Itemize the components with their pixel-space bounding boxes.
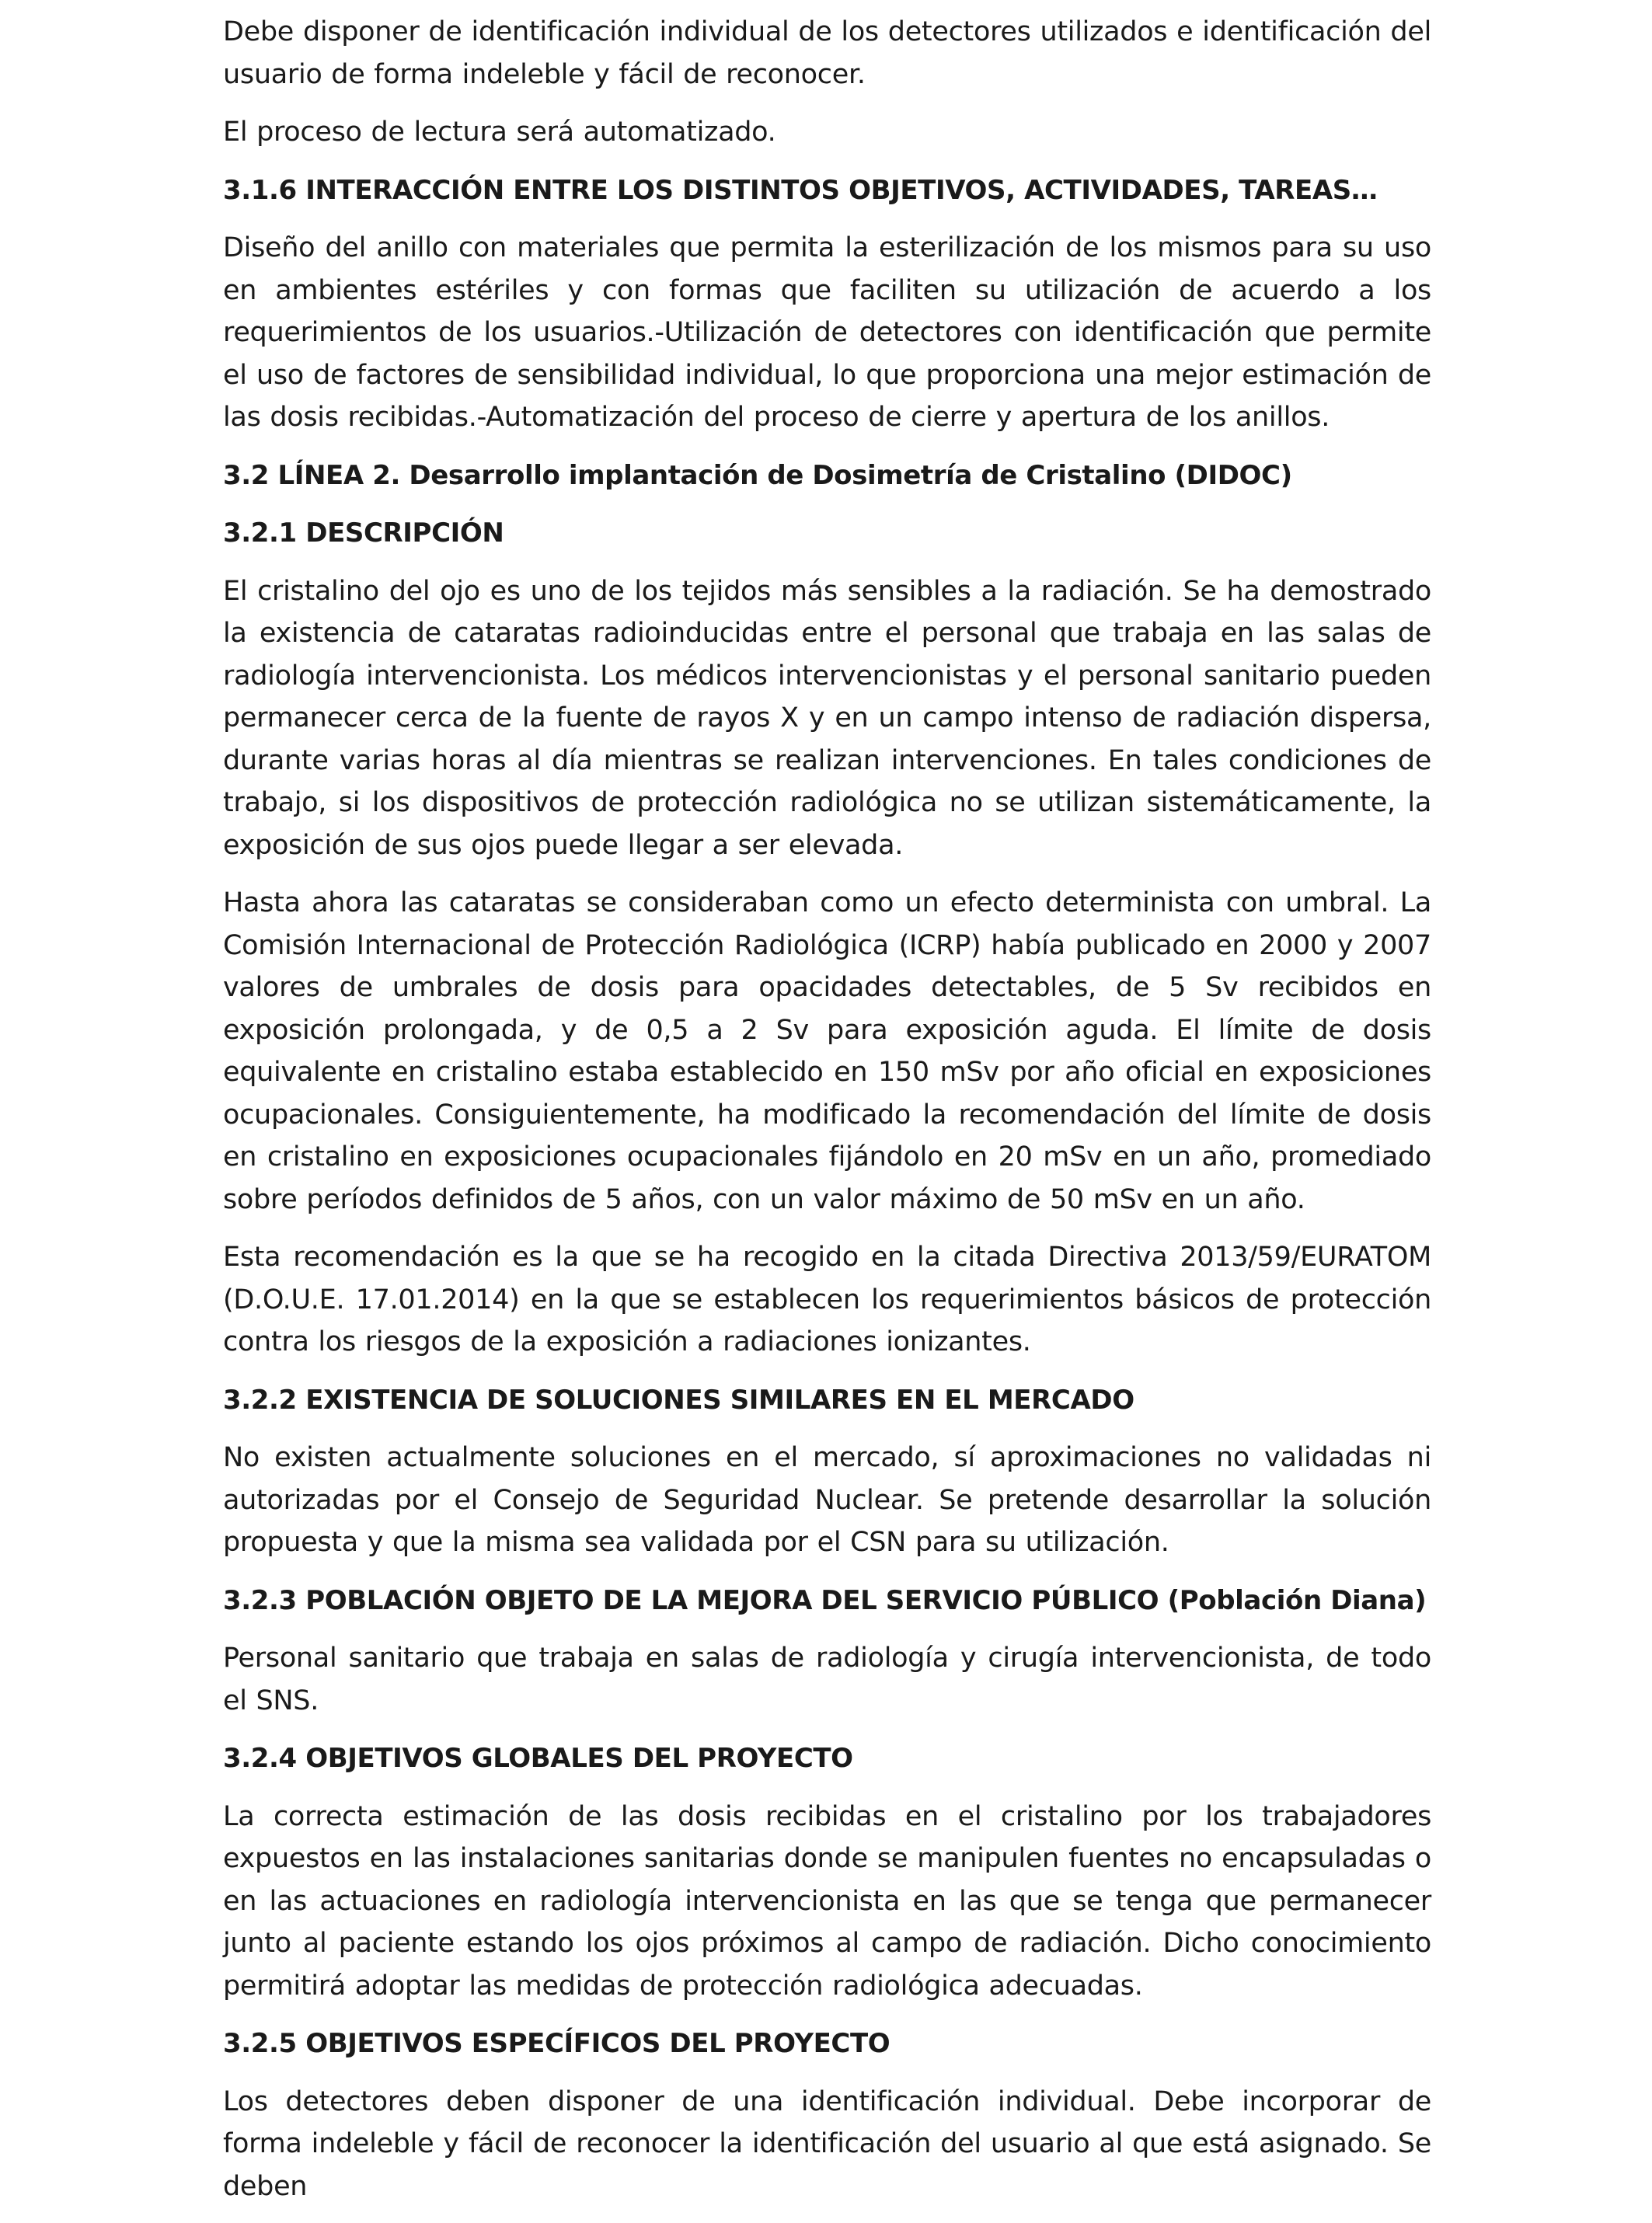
paragraph-euratom-directive: Esta recomendación es la que se ha recogido en la citada Directiva 2013/59/EURATOM (D.O.U.E. 17.01.2014) en la que se establecen los requerimientos básicos de protección contra los riesgos de la exposición a radiaciones ionizantes. [223, 1242, 1431, 1357]
paragraph-automated-reading: El proceso de lectura será automatizado. [223, 117, 776, 148]
paragraph-detector-identification: Debe disponer de identificación individual de los detectores utilizados e identificación del usuario de forma indeleble y fácil de reconocer. [223, 16, 1431, 90]
paragraph-health-personnel: Personal sanitario que trabaja en salas de radiología y cirugía intervencionista, de todo el SNS. [223, 1643, 1431, 1716]
heading-3-2-1-description: 3.2.1 DESCRIPCIÓN [223, 517, 504, 549]
heading-3-2-5-specific-objectives: 3.2.5 OBJETIVOS ESPECÍFICOS DEL PROYECTO [223, 2028, 890, 2059]
heading-3-2-2-market-solutions: 3.2.2 EXISTENCIA DE SOLUCIONES SIMILARES EN EL MERCADO [223, 1384, 1134, 1416]
heading-3-2-4-global-objectives: 3.2.4 OBJETIVOS GLOBALES DEL PROYECTO [223, 1743, 853, 1774]
document-page [223, 11, 1431, 2223]
heading-3-2-line-2: 3.2 LÍNEA 2. Desarrollo implantación de Dosimetría de Cristalino (DIDOC) [223, 459, 1292, 491]
heading-3-1-6: 3.1.6 INTERACCIÓN ENTRE LOS DISTINTOS OBJETIVOS, ACTIVIDADES, TAREAS… [223, 174, 1378, 206]
paragraph-individual-identification: Los detectores deben disponer de una identificación individual. Debe incorporar de forma indeleble y fácil de reconocer la identificación del usuario al que está asignado. Se deben [223, 2085, 1431, 2202]
paragraph-dose-estimation: La correcta estimación de las dosis recibidas en el cristalino por los trabajadores expuestos en las instalaciones sanitarias donde se manipulen fuentes no encapsuladas o en las actuaciones en radiología intervencionista en las que se tenga que permanecer junto al paciente estando los ojos próximos al campo de radiación. Dicho conocimiento permitirá adoptar las medidas de protección radiológica adecuadas. [223, 1800, 1431, 2002]
paragraph-crystalline-lens: El cristalino del ojo es uno de los tejidos más sensibles a la radiación. Se ha demostrado la existencia de cataratas radioinducidas entre el personal que trabaja en las salas de radiología intervencionista. Los médicos intervencionistas y el personal sanitario pueden permanecer cerca de la fuente de rayos X y en un campo intenso de radiación dispersa, durante varias horas al día mientras se realizan intervenciones. En tales condiciones de trabajo, si los dispositivos de protección radiológica no se utilizan sistemáticamente, la exposición de sus ojos puede llegar a ser elevada. [223, 575, 1431, 861]
paragraph-cataract-thresholds: Hasta ahora las cataratas se consideraban como un efecto determinista con umbral. La Comisión Internacional de Protección Radiológica (ICRP) había publicado en 2000 y 2007 valores de umbrales de dosis para opacidades detectables, de 5 Sv recibidos en exposición prolongada, y de 0,5 a 2 Sv para exposición aguda. El límite de dosis equivalente en cristalino estaba establecido en 150 mSv por año oficial en exposiciones ocupacionales. Consiguientemente, ha modificado la recomendación del límite de dosis en cristalino en exposiciones ocupacionales fijándolo en 20 mSv en un año, promediado sobre períodos definidos de 5 años, con un valor máximo de 50 mSv en un año. [223, 887, 1431, 1215]
paragraph-no-existing-solutions: No existen actualmente soluciones en el mercado, sí aproximaciones no validadas ni autorizadas por el Consejo de Seguridad Nuclear. Se pretende desarrollar la solución propuesta y que la misma sea validada por el CSN para su utilización. [223, 1442, 1431, 1558]
paragraph-ring-design: Diseño del anillo con materiales que permita la esterilización de los mismos para su uso en ambientes estériles y con formas que faciliten su utilización de acuerdo a los requerimientos de los usuarios.-Utilización de detectores con identificación que permite el uso de factores de sensibilidad individual, lo que proporciona una mejor estimación de las dosis recibidas.-Automatización del proceso de cierre y apertura de los anillos. [223, 232, 1431, 433]
heading-3-2-3-target-population: 3.2.3 POBLACIÓN OBJETO DE LA MEJORA DEL SERVICIO PÚBLICO (Población Diana) [223, 1584, 1427, 1616]
